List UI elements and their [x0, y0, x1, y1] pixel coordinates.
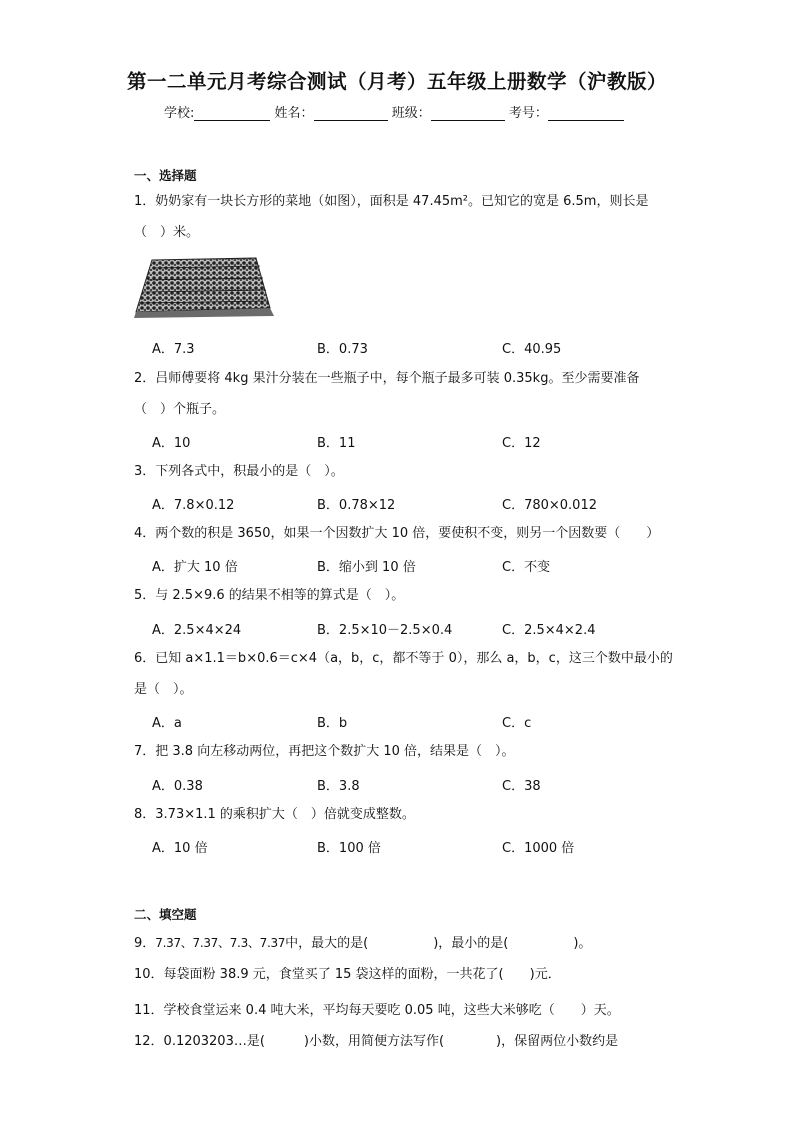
- class-label: 班级：: [391, 106, 431, 121]
- q5-option-b[interactable]: B．2.5×10－2.5×0.4: [317, 623, 453, 638]
- q8-option-a[interactable]: A．10 倍: [152, 841, 208, 856]
- q1-option-c[interactable]: C．40.95: [502, 342, 562, 357]
- question-9-numbers: 7.37、7.37、7.3、7.37: [155, 936, 286, 950]
- q5-option-c[interactable]: C．2.5×4×2.4: [502, 623, 596, 638]
- section-title-choice: 一、选择题: [134, 168, 197, 183]
- q3-option-a[interactable]: A．7.8×0.12: [152, 498, 235, 513]
- question-1-line2: （ ）米。: [134, 225, 200, 240]
- question-7-line1: 7．把 3.8 向左移动两位，再把这个数扩大 10 倍，结果是（ ）。: [134, 744, 515, 759]
- q1-option-b[interactable]: B．0.73: [317, 342, 368, 357]
- q3-option-b[interactable]: B．0.78×12: [317, 498, 396, 513]
- school-blank[interactable]: [194, 106, 270, 121]
- question-9-suffix: 中，最大的是( )，最小的是( )。: [285, 936, 592, 951]
- student-info-line: [164, 102, 624, 121]
- question-4: [134, 518, 674, 549]
- question-2-line1: 2．吕师傅要将 4kg 果汁分装在一些瓶子中，每个瓶子最多可装 0.35kg。至少需要准备: [134, 371, 640, 386]
- q6-option-c[interactable]: C．c: [502, 716, 532, 731]
- exam-no-blank[interactable]: [548, 106, 624, 121]
- question-6-line1: 6．已知 a×1.1＝b×0.6＝c×4（a，b，c，都不等于 0），那么 a，b，c，这三个数中最小的: [134, 651, 673, 666]
- vegetable-field-image: [134, 256, 280, 320]
- question-1-line1: 1．奶奶家有一块长方形的菜地（如图），面积是 47.45m²。已知它的宽是 6.5m，则长是: [134, 194, 649, 209]
- q3-option-c[interactable]: C．780×0.012: [502, 498, 597, 513]
- q8-option-b[interactable]: B．100 倍: [317, 841, 381, 856]
- q4-option-c[interactable]: C．不变: [502, 560, 551, 575]
- question-7: [134, 736, 674, 767]
- question-3-line1: 3．下列各式中，积最小的是（ ）。: [134, 464, 344, 479]
- question-5-line1: 5．与 2.5×9.6 的结果不相等的算式是（ ）。: [134, 588, 405, 603]
- question-9-prefix: 9．: [134, 936, 156, 951]
- exam-no-label: 考号：: [508, 106, 548, 121]
- question-9: [134, 928, 674, 959]
- question-6-line2: 是（ ）。: [134, 682, 193, 697]
- question-11: 11．学校食堂运来 0.4 吨大米，平均每天要吃 0.05 吨，这些大米够吃（ ）天。: [134, 1003, 620, 1018]
- question-8-line1: 8．3.73×1.1 的乘积扩大（ ）倍就变成整数。: [134, 807, 415, 822]
- q2-option-b[interactable]: B．11: [317, 436, 356, 451]
- q4-option-b[interactable]: B．缩小到 10 倍: [317, 560, 416, 575]
- question-3: [134, 456, 674, 487]
- question-4-line1: 4．两个数的积是 3650，如果一个因数扩大 10 倍，要使积不变，则另一个因数要（ ）: [134, 526, 660, 541]
- q7-option-c[interactable]: C．38: [502, 779, 541, 794]
- q6-option-b[interactable]: B．b: [317, 716, 348, 731]
- question-2-line2: （ ）个瓶子。: [134, 402, 226, 417]
- q7-option-a[interactable]: A．0.38: [152, 779, 203, 794]
- q2-option-c[interactable]: C．12: [502, 436, 541, 451]
- q2-option-a[interactable]: A．10: [152, 436, 191, 451]
- question-2: [134, 363, 674, 425]
- question-10: 10．每袋面粉 38.9 元，食堂买了 15 袋这样的面粉，一共花了( )元．: [134, 967, 561, 982]
- q7-option-b[interactable]: B．3.8: [317, 779, 360, 794]
- question-6: [134, 643, 674, 705]
- q4-option-a[interactable]: A．扩大 10 倍: [152, 560, 238, 575]
- name-label: 姓名：: [274, 106, 314, 121]
- page-title: 第一二单元月考综合测试（月考）五年级上册数学（沪教版）: [126, 70, 667, 93]
- q1-option-a[interactable]: A．7.3: [152, 342, 195, 357]
- name-blank[interactable]: [314, 106, 388, 121]
- section-title-fill: 二、填空题: [134, 907, 197, 922]
- class-blank[interactable]: [431, 106, 505, 121]
- question-12: 12．0.1203203…是( )小数，用简便方法写作( )，保留两位小数约是: [134, 1034, 619, 1049]
- question-5: [134, 580, 674, 611]
- question-8: [134, 799, 674, 830]
- q5-option-a[interactable]: A．2.5×4×24: [152, 623, 242, 638]
- q8-option-c[interactable]: C．1000 倍: [502, 841, 575, 856]
- question-1: [134, 186, 674, 248]
- school-label: 学校:: [164, 106, 195, 121]
- q6-option-a[interactable]: A．a: [152, 716, 182, 731]
